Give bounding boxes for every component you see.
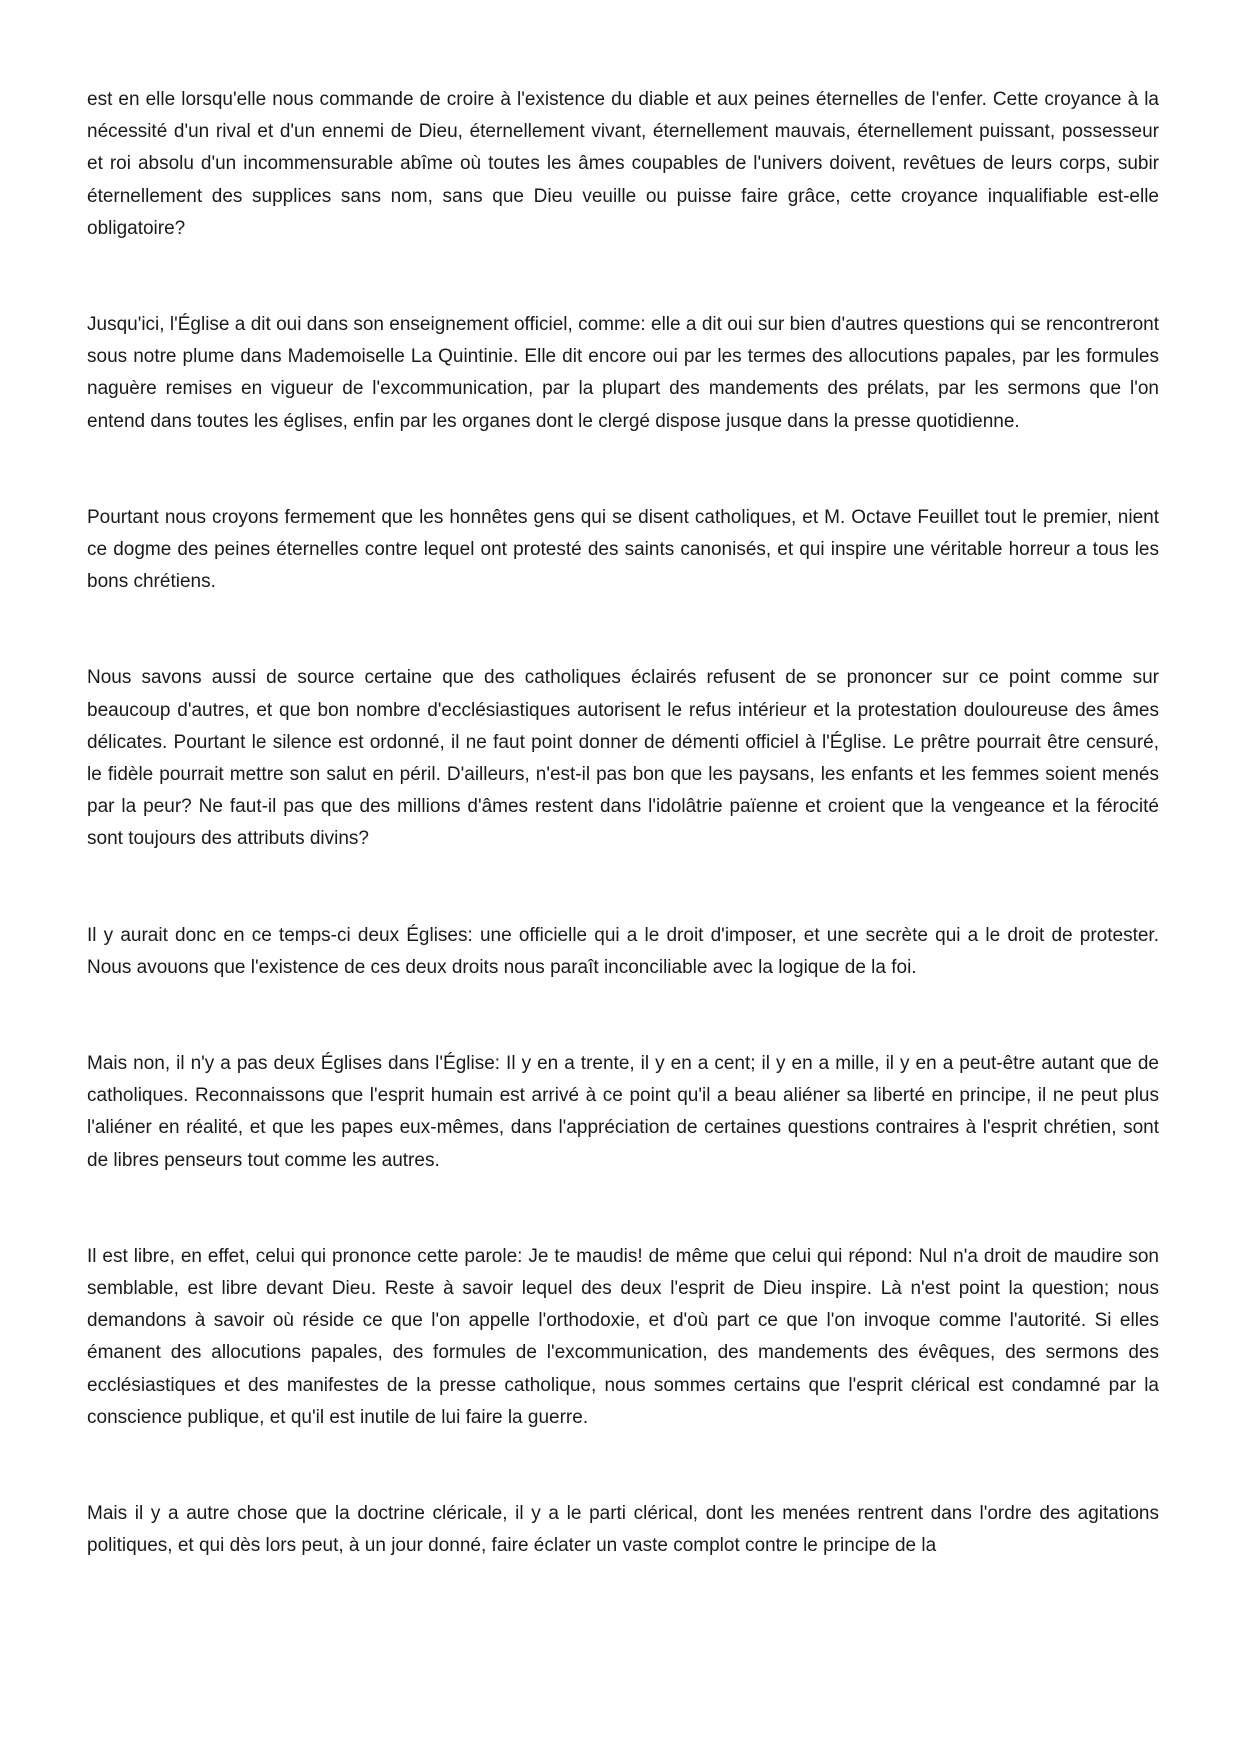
paragraph-spacer xyxy=(87,598,1159,662)
paragraph-spacer xyxy=(87,1434,1159,1498)
paragraph-spacer xyxy=(87,856,1159,920)
paragraph-4: Nous savons aussi de source certaine que des catholiques éclairés refusent de se prononcer sur ce point comme sur beaucoup d'autres, et que bon nombre d'ecclésiastiques autorisent le refus intérieur et la protestation douloureuse des âmes délicates. Pourtant le silence est ordonné, il ne faut point donner de démenti officiel à l'Église. Le prêtre pourrait être censuré, le fidèle pourrait mettre son salut en péril. D'ailleurs, n'est-il pas bon que les paysans, les enfants et les femmes soient menés par la peur? Ne faut-il pas que des millions d'âmes restent dans l'idolâtrie païenne et croient que la vengeance et la férocité sont toujours des attributs divins? xyxy=(87,667,1159,850)
paragraph-spacer xyxy=(87,984,1159,1048)
paragraph-6: Mais non, il n'y a pas deux Églises dans l'Église: Il y en a trente, il y en a cent; il y en a mille, il y en a peut-être autant que de catholiques. Reconnaissons que l'esprit humain est arrivé à ce point qu'il a beau aliéner sa liberté en principe, il ne peut plus l'aliéner en réalité, et que les papes eux-mêmes, dans l'appréciation de certaines questions contraires à l'esprit chrétien, sont de libres penseurs tout comme les autres. xyxy=(87,1053,1159,1171)
paragraph-2: Jusqu'ici, l'Église a dit oui dans son enseignement officiel, comme: elle a dit oui sur bien d'autres questions qui se rencontreront sous notre plume dans Mademoiselle La Quintinie. Elle dit encore oui par les termes des allocutions papales, par les formules naguère remises en vigueur de l'excommunication, par la plupart des mandements des prélats, par les sermons que l'on entend dans toutes les églises, enfin par les organes dont le clergé dispose jusque dans la presse quotidienne. xyxy=(87,314,1159,432)
paragraph-spacer xyxy=(87,438,1159,502)
paragraph-1: est en elle lorsqu'elle nous commande de croire à l'existence du diable et aux peines éternelles de l'enfer. Cette croyance à la nécessité d'un rival et d'un ennemi de Dieu, éternellement vivant, éternellement mauvais, éternellement puissant, possesseur et roi absolu d'un incommensurable abîme où toutes les âmes coupables de l'univers doivent, revêtues de leurs corps, subir éternellement des supplices sans nom, sans que Dieu veuille ou puisse faire grâce, cette croyance inqualifiable est-elle obligatoire? xyxy=(87,89,1159,239)
paragraph-3: Pourtant nous croyons fermement que les honnêtes gens qui se disent catholiques, et M. Octave Feuillet tout le premier, nient ce dogme des peines éternelles contre lequel ont protesté des saints canonisés, et qui inspire une véritable horreur a tous les bons chrétiens. xyxy=(87,506,1159,593)
paragraph-spacer xyxy=(87,1177,1159,1241)
document-page xyxy=(87,84,1159,1563)
paragraph-5: Il y aurait donc en ce temps-ci deux Églises: une officielle qui a le droit d'imposer, et une secrète qui a le droit de protester. Nous avouons que l'existence de ces deux droits nous paraît inconciliable avec la logique de la foi. xyxy=(87,924,1159,978)
paragraph-7: Il est libre, en effet, celui qui prononce cette parole: Je te maudis! de même que celui qui répond: Nul n'a droit de maudire son semblable, est libre devant Dieu. Reste à savoir lequel des deux l'esprit de Dieu inspire. Là n'est point la question; nous demandons à savoir où réside ce que l'on appelle l'orthodoxie, et d'où part ce que l'on invoque comme l'autorité. Si elles émanent des allocutions papales, des formules de l'excommunication, des mandements des évêques, des sermons des ecclésiastiques et des manifestes de la presse catholique, nous sommes certains que l'esprit clérical est condamné par la conscience publique, et qu'il est inutile de lui faire la guerre. xyxy=(87,1245,1159,1428)
paragraph-8: Mais il y a autre chose que la doctrine cléricale, il y a le parti clérical, dont les menées rentrent dans l'ordre des agitations politiques, et qui dès lors peut, à un jour donné, faire éclater un vaste complot contre le principe de la xyxy=(87,1503,1159,1557)
paragraph-spacer xyxy=(87,245,1159,309)
